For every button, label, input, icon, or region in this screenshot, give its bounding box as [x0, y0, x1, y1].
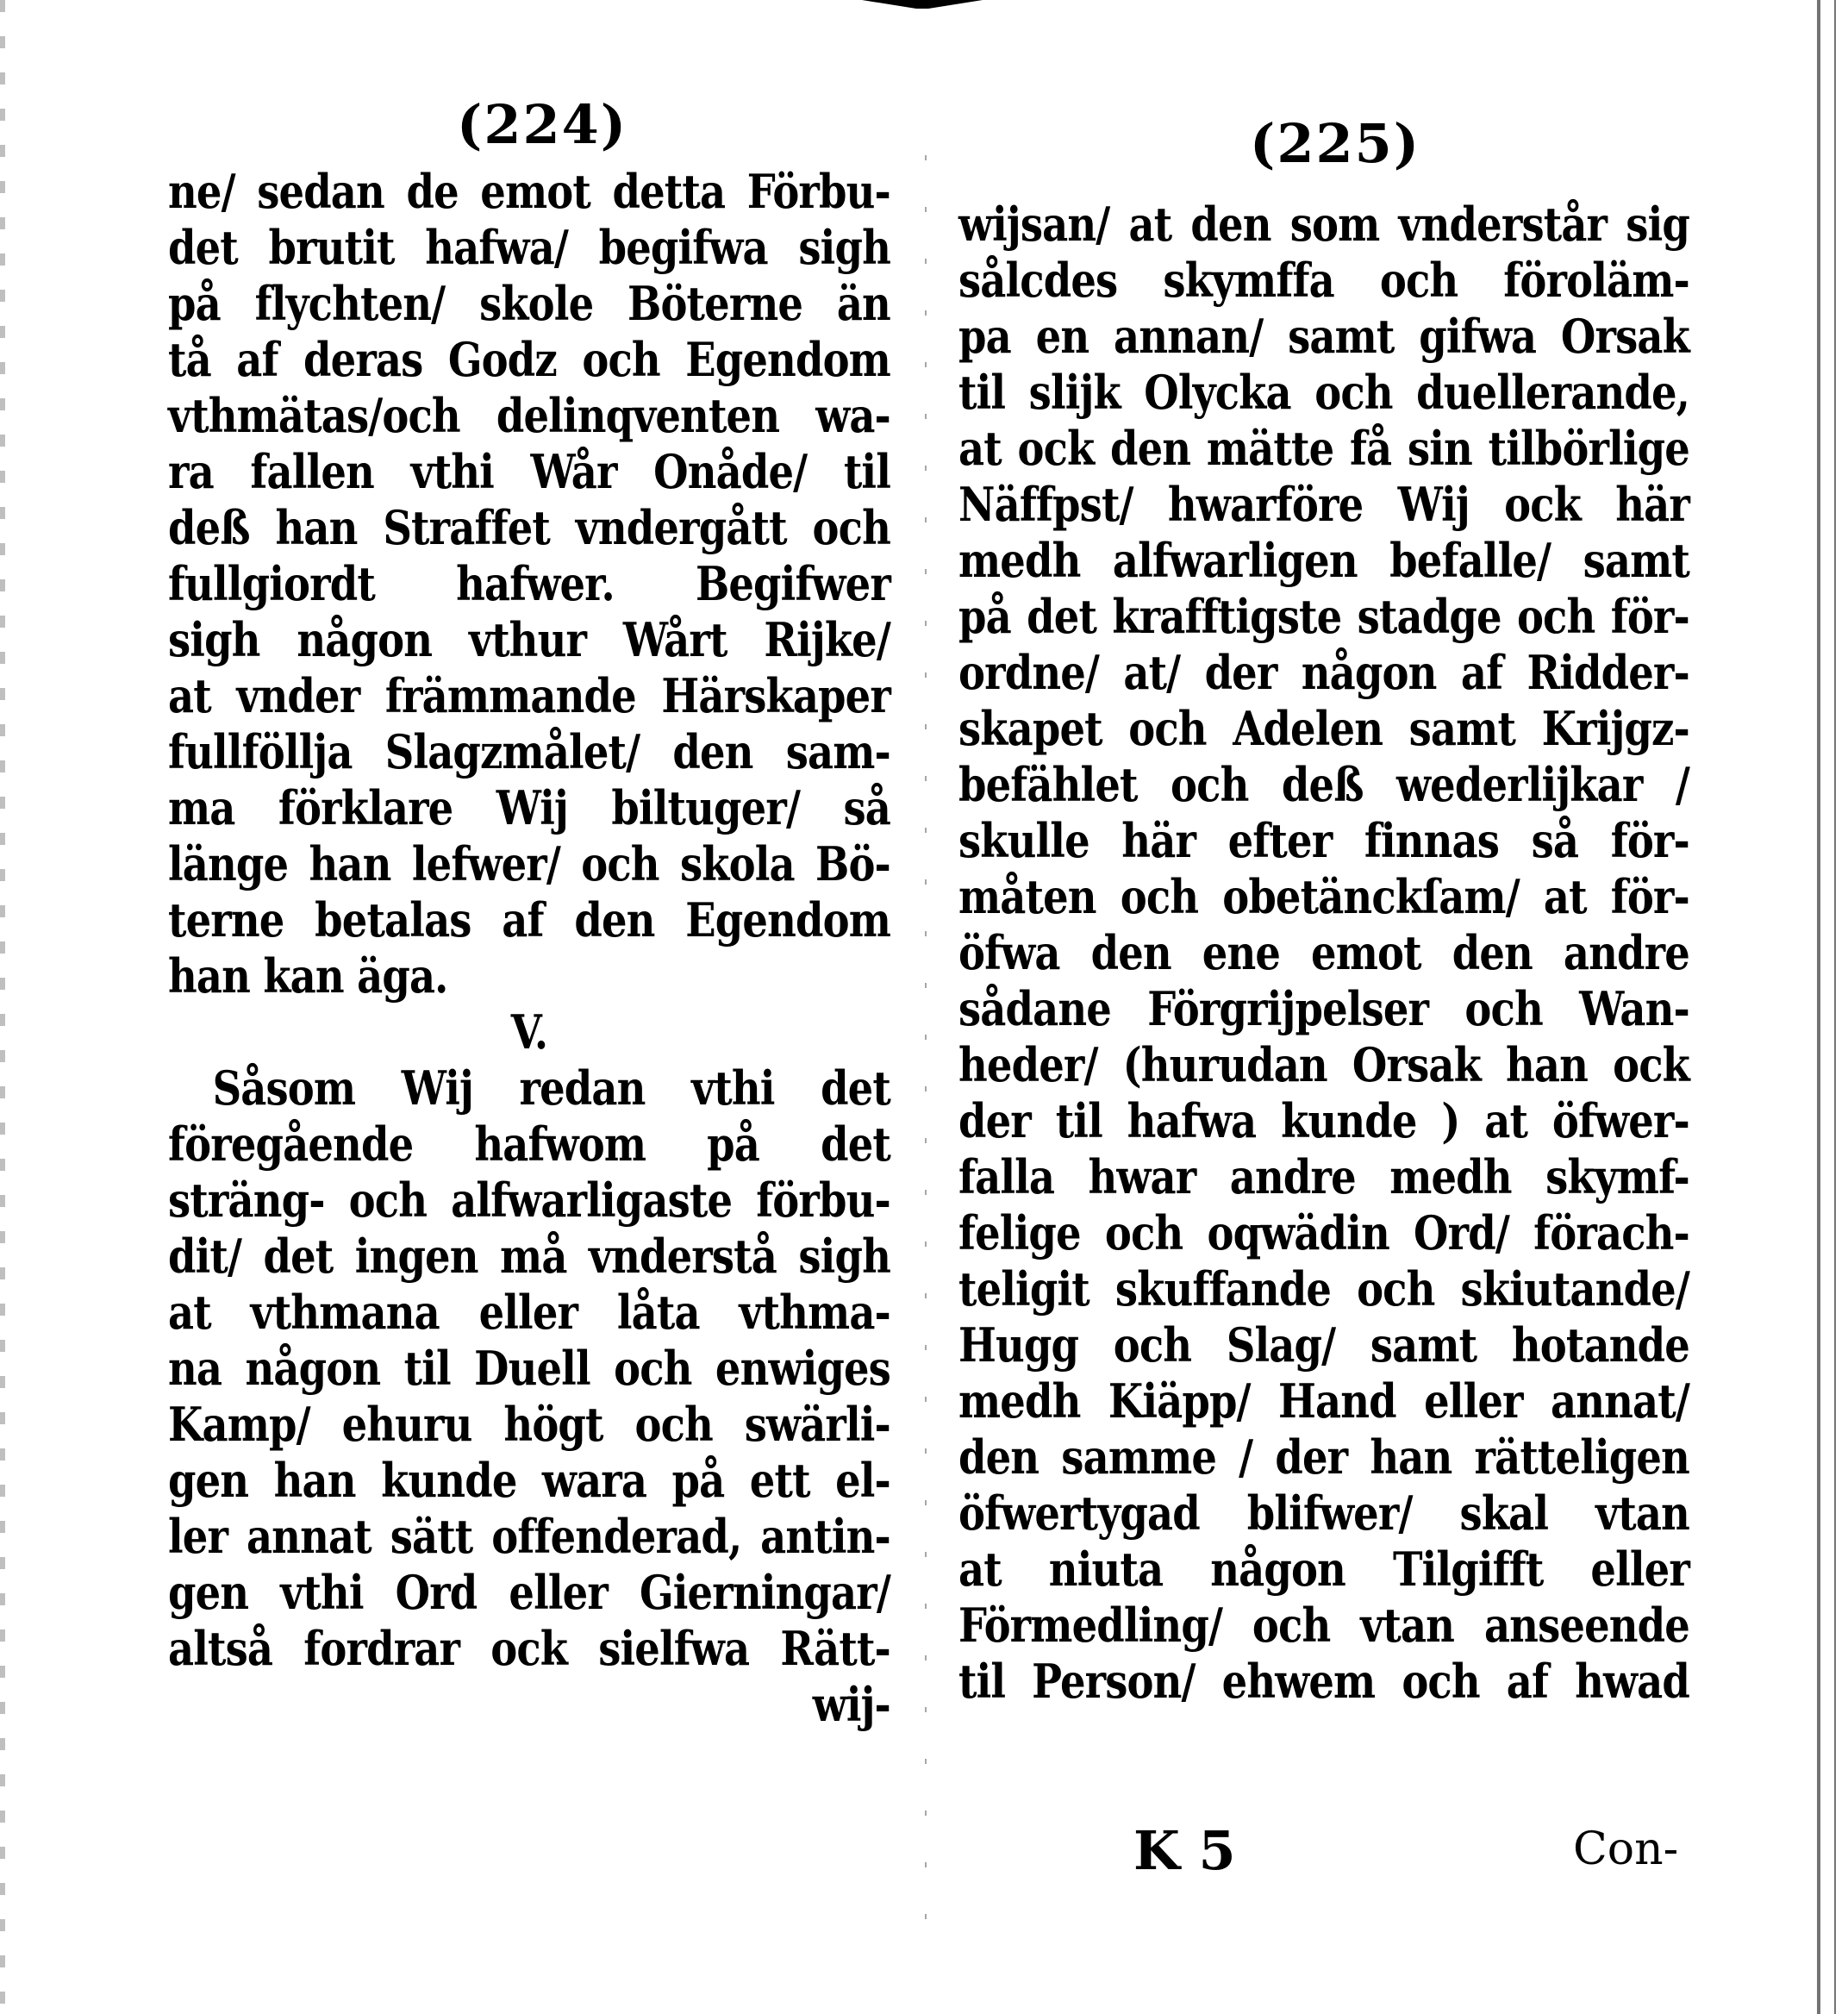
text-line: gen vthi Ord eller Gierningar/: [168, 1565, 890, 1620]
text-line: måten och obetänckſam/ at för-: [958, 869, 1689, 924]
text-line: befählet och deß wederlijkar /: [958, 757, 1689, 812]
text-line: at vthmana eller låta vthma-: [168, 1285, 890, 1340]
text-line: Kamp/ ehuru högt och swärli-: [168, 1397, 890, 1452]
text-line: fullföllja Slagzmålet/ den sam-: [168, 724, 890, 779]
text-line: det brutit hafwa/ begifwa sigh: [168, 220, 890, 275]
text-line: medh alfwarligen befalle/ samt: [958, 533, 1689, 588]
text-line: sträng- och alfwarligaste förbu-: [168, 1173, 890, 1228]
text-line: pa en annan/ samt gifwa Orsak: [958, 309, 1689, 364]
text-line: falla hwar andre medh skymf-: [958, 1149, 1689, 1204]
signature-mark: K 5: [1133, 1819, 1236, 1882]
page-number-right: (225): [1250, 112, 1421, 175]
text-line: på flychten/ skole Böterne än: [168, 276, 890, 331]
text-line: ma förklare Wij biltuger/ så: [168, 780, 890, 835]
text-line: han kan äga.: [168, 948, 448, 1004]
text-line: länge han lefwer/ och skola Bö-: [168, 836, 890, 891]
text-line: Näffpst/ hwarföre Wij ock här: [958, 477, 1689, 532]
text-line: Förmedling/ och vtan anseende: [958, 1598, 1689, 1653]
text-line: at vnder främmande Härskaper: [168, 668, 890, 723]
text-line: dit/ det ingen må vnderstå sigh: [168, 1229, 890, 1284]
text-line: sålcdes skymffa och föroläm-: [958, 253, 1689, 308]
text-line: deß han Straffet vndergått och: [168, 500, 890, 555]
catchword: wij-: [812, 1677, 890, 1732]
left-page: [0, 0, 922, 2014]
text-line: heder/ (hurudan Orsak han ock: [958, 1037, 1689, 1092]
text-line: ler annat sätt offenderad, antin-: [168, 1509, 890, 1564]
text-line: medh Kiäpp/ Hand eller annat/: [958, 1373, 1689, 1429]
text-line: den samme / der han rätteligen: [958, 1429, 1689, 1485]
text-line: tå af deras Godz och Egendom: [168, 332, 890, 387]
text-line: teligit skuffande och skiutande/: [958, 1261, 1689, 1317]
text-line: at ock den mätte få sin tilbörlige: [958, 421, 1689, 476]
text-line: terne betalas af den Egendom: [168, 892, 890, 948]
text-line: til slijk Olycka och duellerande,: [958, 365, 1689, 420]
catchword: Con-: [1573, 1823, 1679, 1875]
text-line: ordne/ at/ der någon af Ridder-: [958, 645, 1689, 700]
text-line: der til hafwa kunde ) at öfwer-: [958, 1093, 1689, 1148]
text-line: skapet och Adelen samt Krijgz-: [958, 701, 1689, 756]
text-line: sådane Förgrijpelser och Wan-: [958, 981, 1689, 1036]
text-line: föregående hafwom på det: [168, 1116, 890, 1172]
text-line: wijsan/ at den som vnderstår sig: [958, 197, 1689, 252]
left-page-body: [168, 164, 892, 1733]
text-line: Såsom Wij redan vthi det: [212, 1060, 890, 1116]
text-line: öfwertygad blifwer/ skal vtan: [958, 1485, 1689, 1541]
text-line: felige och oqwädin Ord/ förach-: [958, 1205, 1689, 1260]
text-line: altså fordrar ock sielfwa Rätt-: [168, 1621, 890, 1676]
text-line: gen han kunde wara på ett el-: [168, 1453, 890, 1508]
text-line: vthmätas/och delinqventen wa-: [168, 388, 890, 443]
page-number-left: (224): [457, 93, 628, 156]
text-line: at niuta någon Tilgifft eller: [958, 1542, 1689, 1597]
text-line: ne/ sedan de emot detta Förbu-: [168, 164, 890, 219]
right-page-body: [958, 197, 1691, 1710]
text-line: ra fallen vthi Wår Onåde/ til: [168, 444, 890, 499]
text-line: Hugg och Slag/ samt hotande: [958, 1317, 1689, 1373]
text-line: fullgiordt hafwer. Begifwer: [168, 556, 890, 611]
section-heading: V.: [510, 1004, 548, 1060]
text-line: öfwa den ene emot den andre: [958, 925, 1689, 980]
text-line: skulle här efter finnas så för-: [958, 813, 1689, 868]
text-line: til Person/ ehwem och af hwad: [958, 1654, 1689, 1709]
text-line: na någon til Duell och enwiges: [168, 1341, 890, 1396]
text-line: på det krafftigste stadge och för-: [958, 589, 1689, 644]
text-line: sigh någon vthur Wårt Rijke/: [168, 612, 890, 667]
